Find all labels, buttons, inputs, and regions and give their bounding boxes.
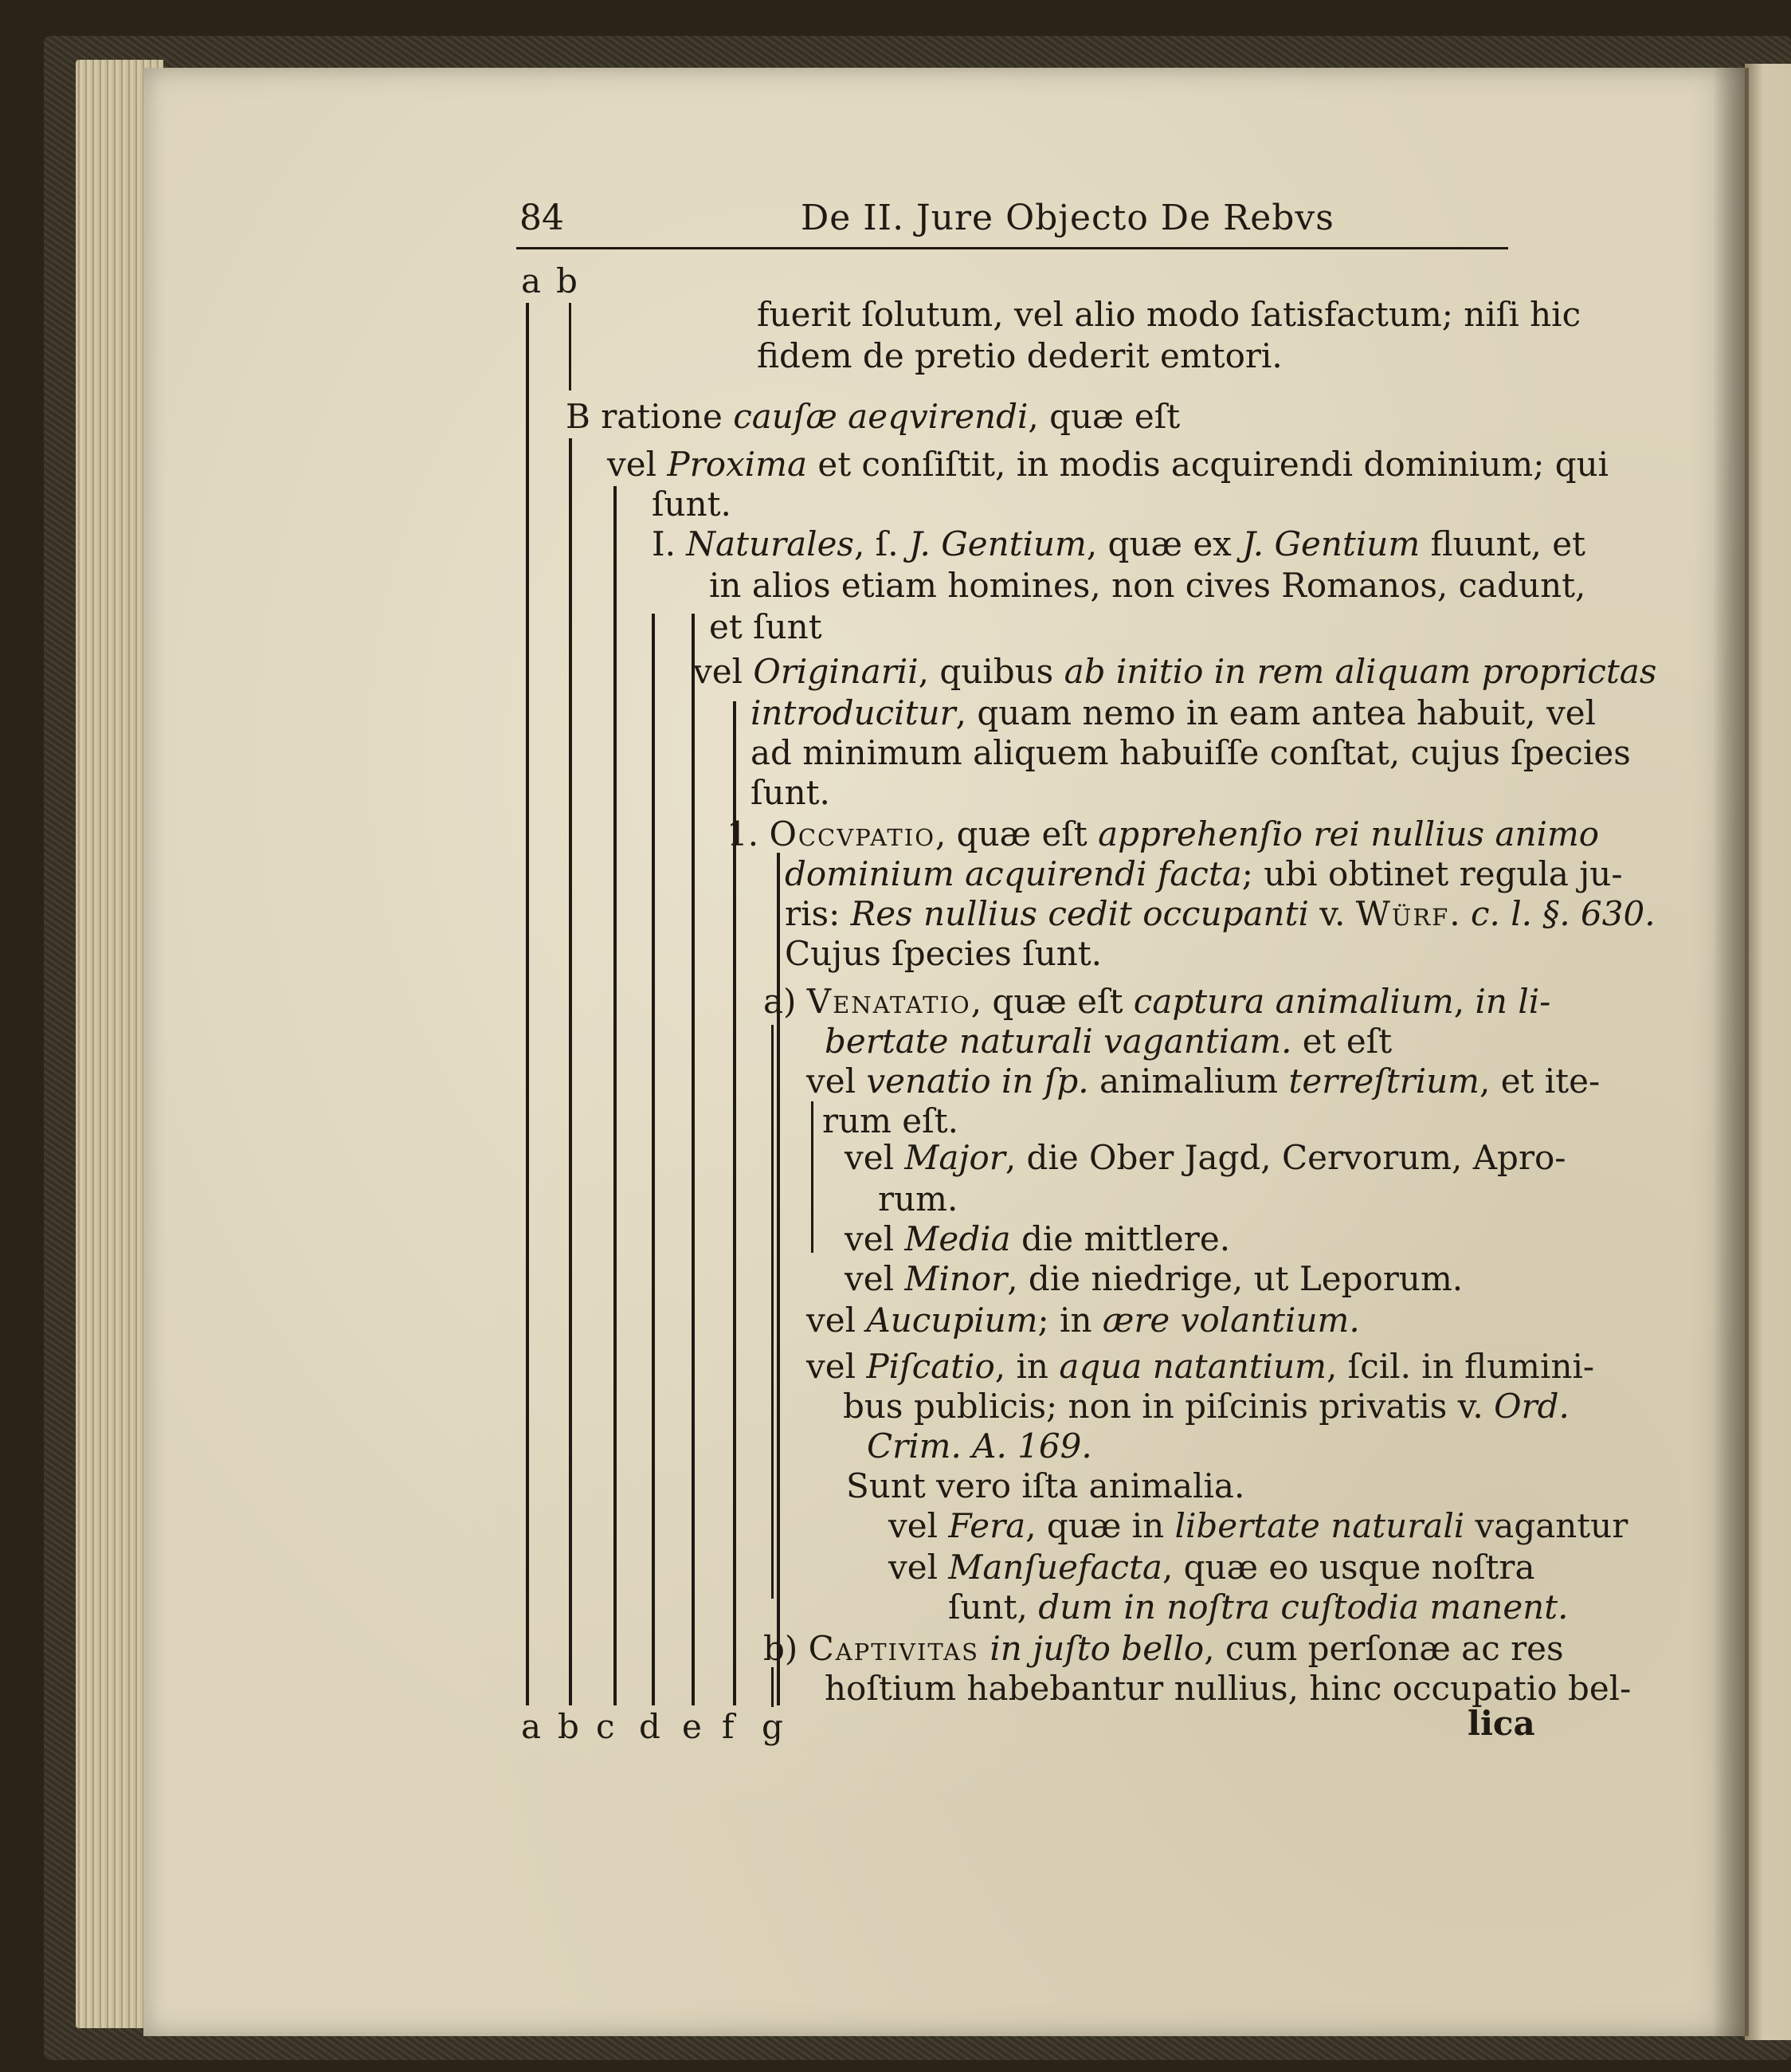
text-segment: Ord. — [1494, 1387, 1570, 1426]
text-segment: vel — [845, 1259, 905, 1298]
catchword: lica — [1468, 1704, 1535, 1743]
text-segment: captura animalium — [1133, 982, 1454, 1021]
text-segment: Cujus ſpecies ſunt. — [785, 934, 1103, 973]
text-segment: 1. — [727, 814, 770, 854]
bottom-letter-b: b — [558, 1707, 579, 1746]
text-segment: et conſiſtit, in modis acquirendi dominium; qui — [806, 445, 1609, 484]
text-segment: Sunt vero iſta animalia. — [846, 1466, 1245, 1505]
text-segment: rum eſt. — [822, 1101, 958, 1140]
text-segment: ſunt. — [652, 485, 731, 524]
text-segment: rum. — [878, 1179, 958, 1218]
text-segment: , cum perſonæ ac res — [1204, 1629, 1564, 1668]
text-line — [763, 982, 1550, 1022]
text-segment: Res nullius cedit occupanti — [850, 894, 1309, 933]
text-segment: vel — [607, 445, 668, 484]
bracket-line — [526, 303, 529, 1705]
text-segment: . — [1449, 894, 1471, 933]
text-segment: aqua natantium — [1059, 1347, 1327, 1386]
text-segment: die mittlere. — [1010, 1219, 1231, 1258]
text-segment: fuerit ſolutum, vel alio modo ſatisfactum; niſi hic — [757, 295, 1581, 334]
text-segment: in li- — [1475, 982, 1551, 1021]
text-line — [785, 894, 1656, 934]
text-segment: Minor — [904, 1259, 1008, 1298]
text-segment: Major — [904, 1138, 1005, 1177]
text-segment: vel — [845, 1138, 905, 1177]
text-segment: , — [1453, 982, 1476, 1021]
text-segment: Proxima — [667, 445, 807, 484]
text-segment: vel — [693, 652, 754, 691]
text-segment: dum in noſtra cuſtodia manent. — [1038, 1587, 1569, 1627]
bottom-letter-d: d — [639, 1707, 660, 1746]
text-segment: J. Gentium — [1242, 524, 1421, 563]
text-segment: I. — [652, 524, 687, 563]
text-segment: Occvpatio — [769, 814, 935, 854]
bracket-line — [692, 614, 695, 1705]
text-line — [566, 397, 1180, 437]
text-line — [607, 445, 1609, 485]
text-segment: , quibus — [918, 652, 1064, 691]
text-line — [806, 1301, 1360, 1340]
bottom-letter-a: a — [521, 1707, 542, 1746]
text-segment: vel — [888, 1506, 949, 1545]
text-segment: , quæ eſt — [970, 982, 1134, 1021]
text-segment: vel — [806, 1062, 867, 1101]
text-line — [750, 733, 1631, 773]
text-segment: ad minimum aliquem habuiſſe conſtat, cujus ſpecies — [750, 733, 1631, 772]
text-segment: ſunt. — [750, 773, 830, 812]
text-segment: dominium acquirendi facta — [785, 854, 1242, 893]
text-line — [727, 814, 1599, 854]
bracket-line — [771, 1667, 774, 1707]
text-segment: Crim. A. 169. — [867, 1426, 1092, 1466]
text-line — [845, 1219, 1230, 1259]
text-line — [785, 854, 1623, 894]
text-line — [822, 1101, 958, 1141]
bottom-letter-f: f — [722, 1707, 735, 1746]
bottom-letter-c: c — [596, 1707, 615, 1746]
text-segment: , quæ ex — [1086, 524, 1243, 563]
page-number: 84 — [519, 198, 564, 238]
text-segment: B ratione — [566, 397, 734, 436]
text-segment: , quæ eo usque noſtra — [1162, 1548, 1535, 1587]
text-segment: Captivitas — [808, 1629, 979, 1668]
text-segment: , quæ eſt — [1028, 397, 1181, 436]
text-segment: , quam nemo in eam antea habuit, vel — [955, 693, 1597, 732]
text-segment: Piſcatio — [866, 1347, 995, 1386]
text-segment: ; in — [1037, 1301, 1103, 1340]
text-segment: in alios etiam homines, non cives Romanos, cadunt, — [709, 566, 1586, 605]
text-line — [846, 1466, 1244, 1506]
text-segment: , in — [994, 1347, 1060, 1386]
text-segment: Fera — [948, 1506, 1026, 1545]
text-segment: a) — [763, 982, 807, 1021]
bracket-line — [811, 1101, 813, 1253]
text-line — [757, 295, 1581, 335]
text-line — [652, 485, 731, 524]
bottom-letter-g: g — [762, 1707, 783, 1746]
text-segment: v. — [1308, 894, 1356, 933]
text-segment: ære volantium. — [1102, 1301, 1360, 1340]
text-segment: b) — [763, 1629, 809, 1668]
text-segment: Naturales — [686, 524, 854, 563]
text-segment: terreſtrium — [1288, 1062, 1480, 1101]
text-line — [709, 607, 822, 647]
text-segment: Venatatio — [806, 982, 971, 1021]
text-line — [888, 1548, 1535, 1587]
text-segment: fidem de pretio dederit emtori. — [757, 336, 1283, 375]
text-segment: vagantur — [1464, 1506, 1628, 1545]
text-line — [948, 1587, 1568, 1627]
text-segment: ; ubi obtinet regula ju- — [1241, 854, 1623, 893]
text-line — [845, 1138, 1566, 1178]
text-line — [845, 1259, 1463, 1299]
bracket-line — [569, 438, 572, 1705]
running-title: De II. Jure Objecto De Rebvs — [801, 198, 1334, 238]
text-segment: , die niedrige, ut Leporum. — [1007, 1259, 1464, 1298]
text-segment: , quæ in — [1025, 1506, 1175, 1545]
text-line — [867, 1426, 1092, 1466]
text-line — [709, 566, 1585, 606]
bottom-letter-e: e — [682, 1707, 702, 1746]
text-segment — [979, 1629, 990, 1668]
text-segment: venatio in ſp. — [866, 1062, 1089, 1101]
text-line — [888, 1506, 1628, 1546]
text-line — [750, 773, 830, 813]
text-segment: vel — [806, 1347, 867, 1386]
text-line — [806, 1062, 1600, 1101]
text-segment: bus publicis; non in piſcinis privatis v. — [843, 1387, 1495, 1426]
text-segment: hoſtium habebantur nullius, hinc occupatio bel- — [825, 1669, 1632, 1708]
bracket-line — [652, 614, 655, 1705]
top-letter-b: b — [556, 261, 578, 300]
text-segment: apprehenſio rei nullius animo — [1098, 814, 1600, 854]
text-line — [757, 336, 1283, 376]
bracket-line — [569, 303, 571, 390]
text-segment: bertate naturali vagantiam. — [825, 1022, 1292, 1061]
text-line — [878, 1179, 958, 1219]
text-segment: fluunt, et — [1420, 524, 1585, 563]
bracket-line — [777, 853, 780, 1705]
text-line — [843, 1387, 1570, 1426]
text-segment: , et ite- — [1479, 1062, 1601, 1101]
text-segment: , quæ eſt — [935, 814, 1099, 854]
text-segment: , ſ. — [853, 524, 909, 563]
text-segment: J. Gentium — [908, 524, 1087, 563]
text-segment: Originarii — [753, 652, 919, 691]
text-line — [763, 1629, 1564, 1669]
text-segment: , ſcil. in flumini- — [1326, 1347, 1595, 1386]
text-segment: , die Ober Jagd, Cervorum, Apro- — [1005, 1138, 1566, 1177]
text-line — [785, 934, 1102, 974]
text-line — [825, 1022, 1392, 1062]
text-segment: Manſuefacta — [948, 1548, 1162, 1587]
text-segment: Aucupium — [866, 1301, 1038, 1340]
text-line — [652, 524, 1585, 564]
text-segment: et eſt — [1291, 1022, 1393, 1061]
bracket-line — [613, 486, 617, 1705]
text-segment: vel — [888, 1548, 949, 1587]
text-segment: vel — [806, 1301, 867, 1340]
text-line — [693, 652, 1656, 692]
bracket-line — [771, 1025, 774, 1599]
text-segment: animalium — [1088, 1062, 1289, 1101]
text-line — [750, 693, 1596, 733]
header-rule — [516, 247, 1508, 249]
text-line — [825, 1669, 1631, 1709]
text-segment: introducitur — [750, 693, 956, 732]
text-segment: et ſunt — [709, 607, 822, 646]
text-segment: in juſto bello — [990, 1629, 1205, 1668]
text-segment: libertate naturali — [1174, 1506, 1465, 1545]
text-segment: ris: — [785, 894, 851, 933]
text-segment: c. l. §. 630. — [1470, 894, 1656, 933]
text-segment: ab initio in rem aliquam proprictas — [1064, 652, 1657, 691]
text-segment: Würf — [1355, 894, 1450, 933]
text-segment: Media — [904, 1219, 1011, 1258]
text-segment: vel — [845, 1219, 905, 1258]
top-letter-a: a — [521, 261, 542, 300]
text-line — [806, 1347, 1594, 1387]
text-segment: cauſæ aeqvirendi — [733, 397, 1029, 436]
text-segment: ſunt, — [948, 1587, 1039, 1627]
